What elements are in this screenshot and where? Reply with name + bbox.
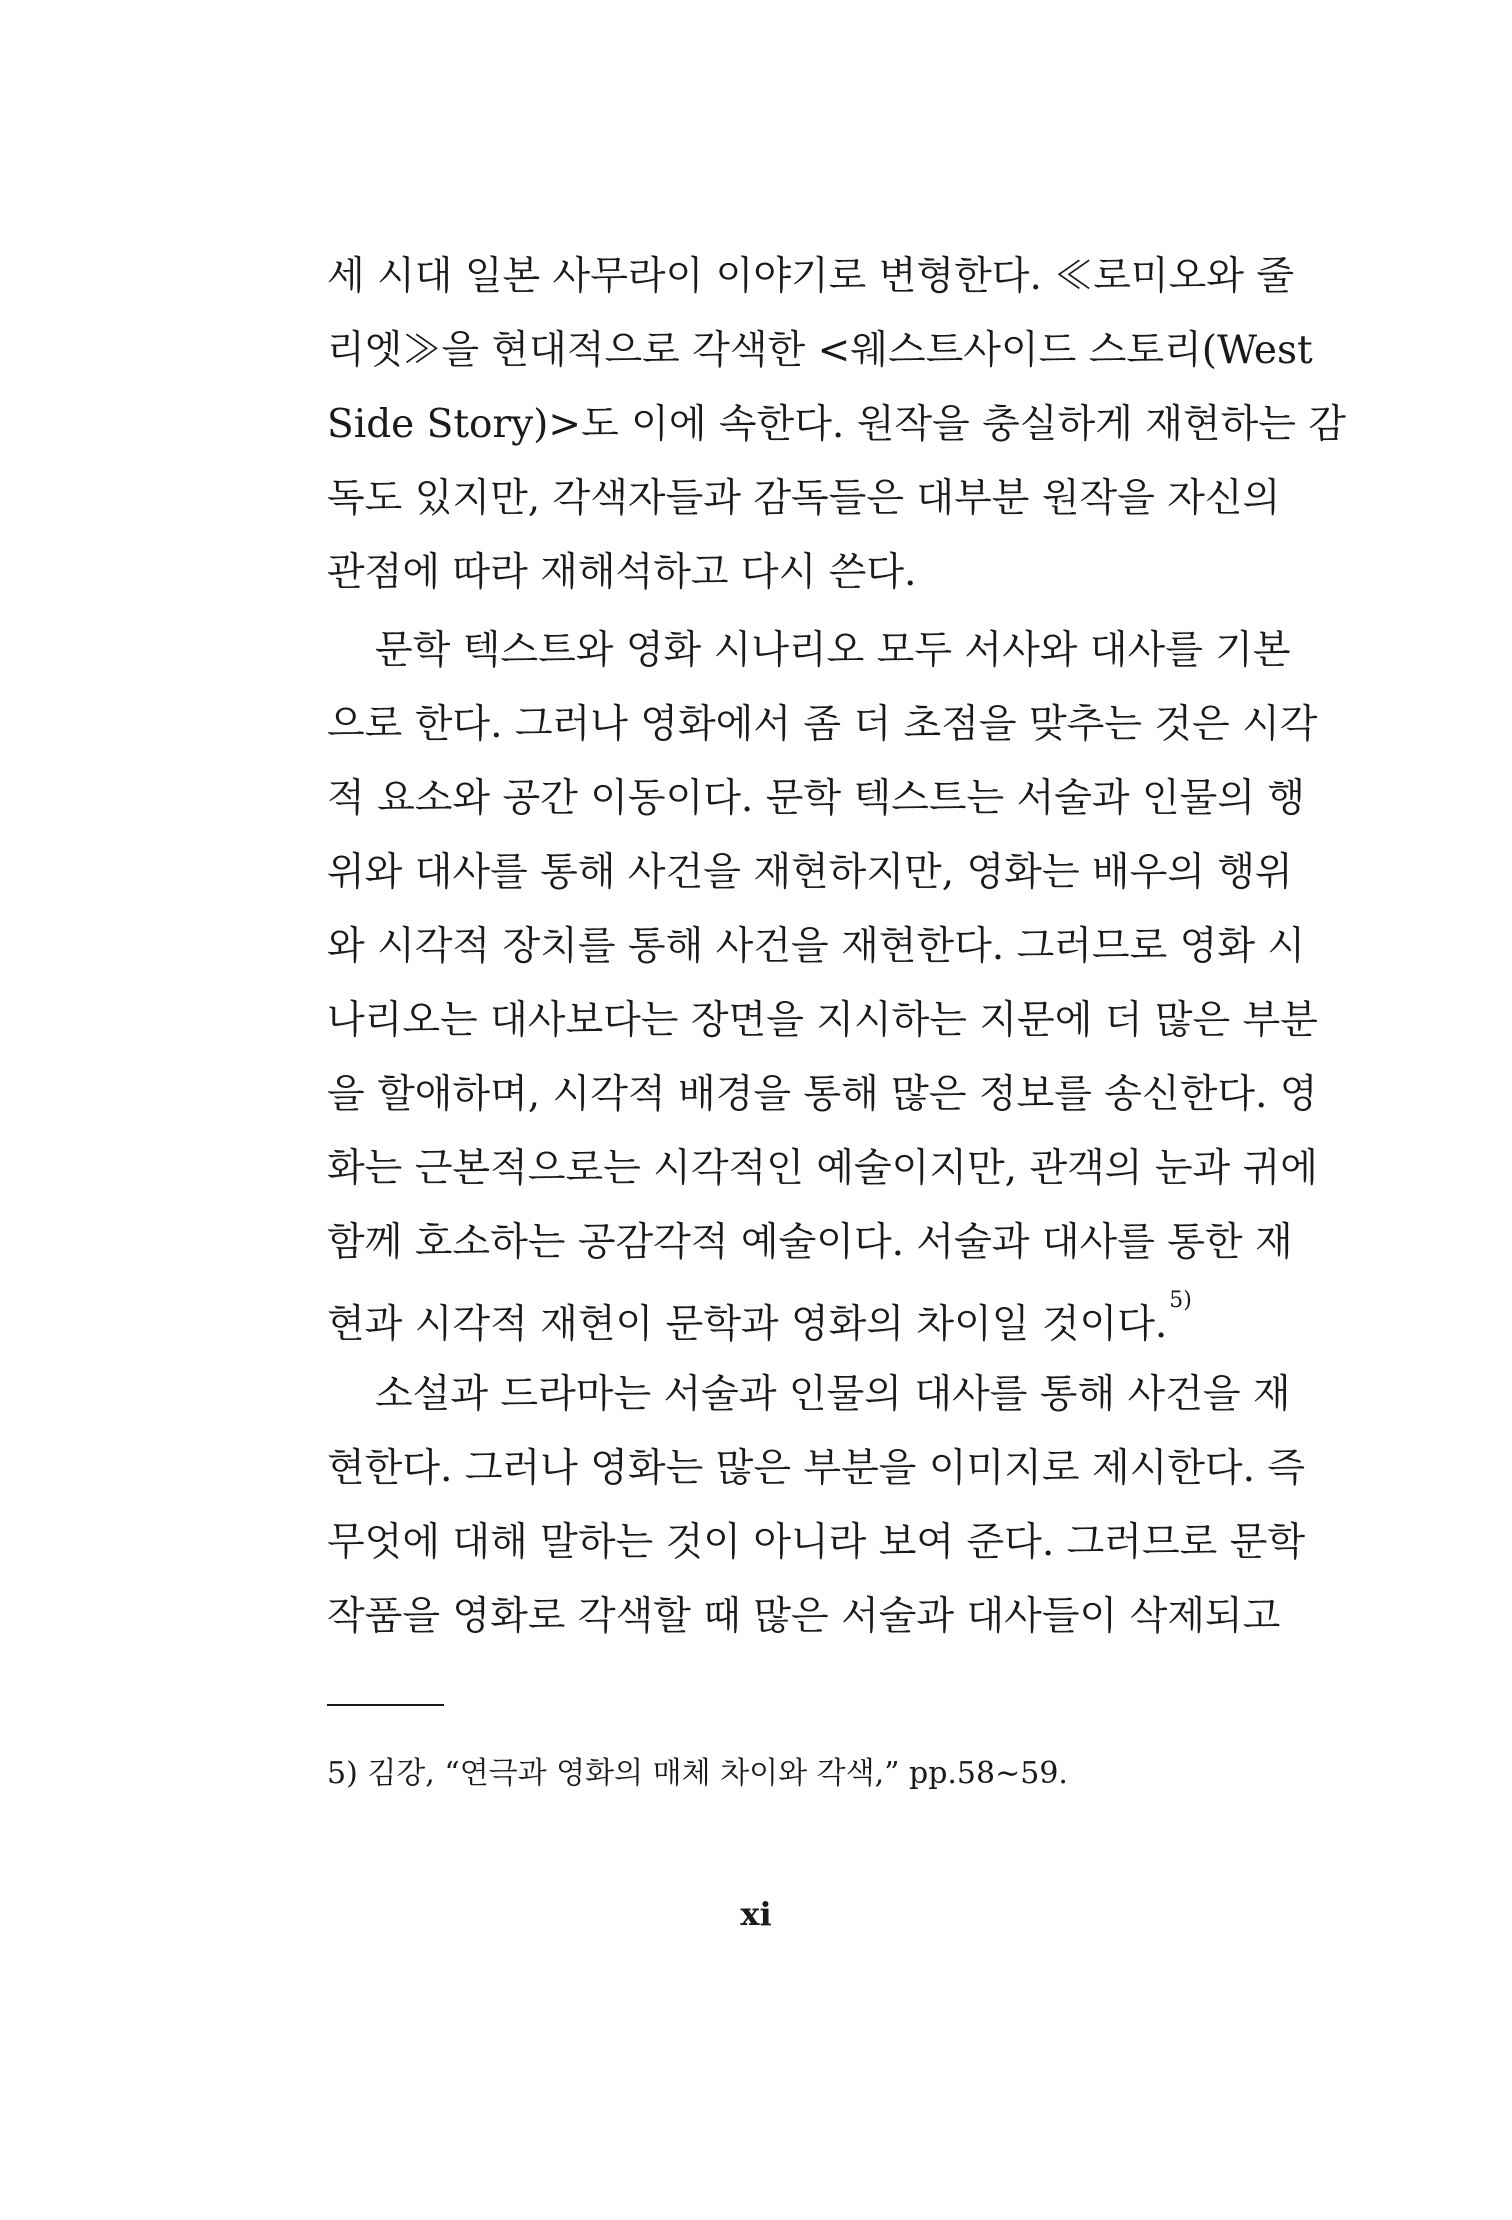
- body-line: 와 시각적 장치를 통해 사건을 재현한다. 그러므로 영화 시: [327, 924, 1306, 969]
- body-line-with-footnote: [327, 1280, 1262, 1354]
- body-line: 함께 호소하는 공감각적 예술이다. 서술과 대사를 통한 재: [327, 1220, 1293, 1265]
- body-line: Side Story)>도 이에 속한다. 원작을 충실하게 재현하는 감: [327, 402, 1346, 447]
- page-body: [327, 240, 1346, 1654]
- body-line: 작품을 영화로 각색할 때 많은 서술과 대사들이 삭제되고: [327, 1594, 1281, 1639]
- body-line: 적 요소와 공간 이동이다. 문학 텍스트는 서술과 인물의 행: [327, 776, 1306, 821]
- page-number: xi: [740, 1895, 772, 1933]
- paragraph-first-line: 문학 텍스트와 영화 시나리오 모두 서사와 대사를 기본: [375, 628, 1291, 673]
- body-line: 위와 대사를 통해 사건을 재현하지만, 영화는 배우의 행위: [327, 850, 1293, 895]
- footnote-divider: [327, 1704, 444, 1706]
- footnote-reference[interactable]: 5): [1169, 1288, 1192, 1313]
- body-line: 화는 근본적으로는 시각적인 예술이지만, 관객의 눈과 귀에: [327, 1146, 1318, 1191]
- paragraph-first-line: 소설과 드라마는 서술과 인물의 대사를 통해 사건을 재: [375, 1372, 1291, 1417]
- body-line: 나리오는 대사보다는 장면을 지시하는 지문에 더 많은 부분: [327, 998, 1318, 1043]
- body-line: 을 할애하며, 시각적 배경을 통해 많은 정보를 송신한다. 영: [327, 1072, 1318, 1117]
- body-line: 무엇에 대해 말하는 것이 아니라 보여 준다. 그러므로 문학: [327, 1520, 1306, 1565]
- body-line: 세 시대 일본 사무라이 이야기로 변형한다. ≪로미오와 줄: [327, 254, 1295, 299]
- body-line: 으로 한다. 그러나 영화에서 좀 더 초점을 맞추는 것은 시각: [327, 702, 1318, 747]
- body-line: 리엣≫을 현대적으로 각색한 <웨스트사이드 스토리(West: [327, 328, 1313, 373]
- body-line: 관점에 따라 재해석하고 다시 쓴다.: [327, 550, 917, 595]
- footnote: 5) 김강, “연극과 영화의 매체 차이와 각색,” pp.58∼59.: [327, 1756, 1068, 1791]
- body-line: 현한다. 그러나 영화는 많은 부분을 이미지로 제시한다. 즉: [327, 1446, 1306, 1491]
- body-line: 독도 있지만, 각색자들과 감독들은 대부분 원작을 자신의: [327, 476, 1281, 521]
- body-line-text: 현과 시각적 재현이 문학과 영화의 차이일 것이다.: [327, 1302, 1168, 1347]
